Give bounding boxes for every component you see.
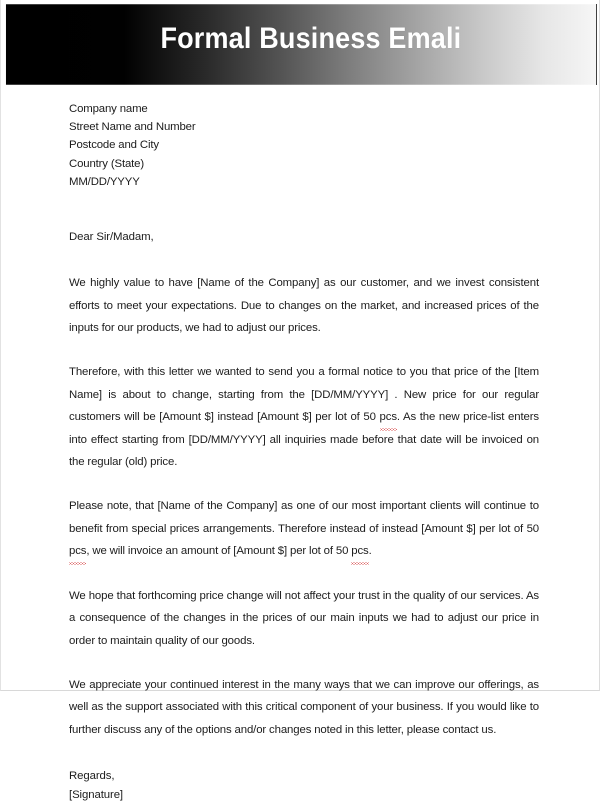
address-line-company: Company name <box>69 103 148 115</box>
address-line-postcode-city: Postcode and City <box>69 139 159 152</box>
spellcheck-misspelled-word: pcs <box>351 540 368 562</box>
paragraph-4: We hope that forthcoming price change will not affect your trust in the quality of our services. As a consequence of the changes in the prices of our main inputs we had to adjust our price in order to maintain quality of our goods. <box>69 589 539 647</box>
spellcheck-misspelled-word: pcs <box>380 406 397 428</box>
closing-signature-placeholder: [Signature] <box>69 789 123 802</box>
address-line-street: Street Name and Number <box>69 121 196 134</box>
paragraph-1: We highly value to have [Name of the Company] as our customer, and we invest consistent efforts to meet your expectations. Due to changes on the market, and increased prices of the inputs for our products, we had to adjust our prices. <box>69 277 539 335</box>
salutation: Dear Sir/Madam, <box>69 231 154 244</box>
letter-body <box>69 100 539 805</box>
paragraph-2 <box>69 361 539 473</box>
sender-address-block <box>69 100 539 191</box>
address-line-date: MM/DD/YYYY <box>69 175 140 188</box>
closing-block <box>69 767 539 805</box>
paragraph-3-text-c: . <box>368 545 372 558</box>
closing-regards: Regards, <box>69 770 115 783</box>
address-line-country: Country (State) <box>69 157 144 170</box>
paragraph-3-text-b: , we will invoice an amount of [Amount $] per lot of 50 <box>86 545 352 558</box>
paragraph-5: We appreciate your continued interest in the many ways that we can improve our offerings, as well as the support associated with this critical component of your business. If you would like to further discuss any of the options and/or changes noted in this letter, please contact us. <box>69 678 539 736</box>
spellcheck-misspelled-word: pcs <box>69 540 86 562</box>
paragraph-2-text-b: . As the new price-list enters into effect starting from [DD/MM/YYYY] all inquiries made before that date will be invoiced on the regular (old) price. <box>69 411 539 469</box>
paragraph-2-text-a: Therefore, with this letter we wanted to send you a formal notice to you that price of the [Item Name] is about to change, starting from the [DD/MM/YYYY] . New price for our regular customers will be [Amount $] instead [Amount $] per lot of 50 <box>69 366 539 424</box>
paragraph-3 <box>69 495 539 562</box>
document-header-banner <box>5 4 597 85</box>
paragraph-3-text-a: Please note, that [Name of the Company] as one of our most important clients will continue to benefit from special prices arrangements. Therefore instead of instead [Amount $] per lot of 50 <box>69 500 539 535</box>
page-title: Formal Business Emali <box>160 22 462 55</box>
